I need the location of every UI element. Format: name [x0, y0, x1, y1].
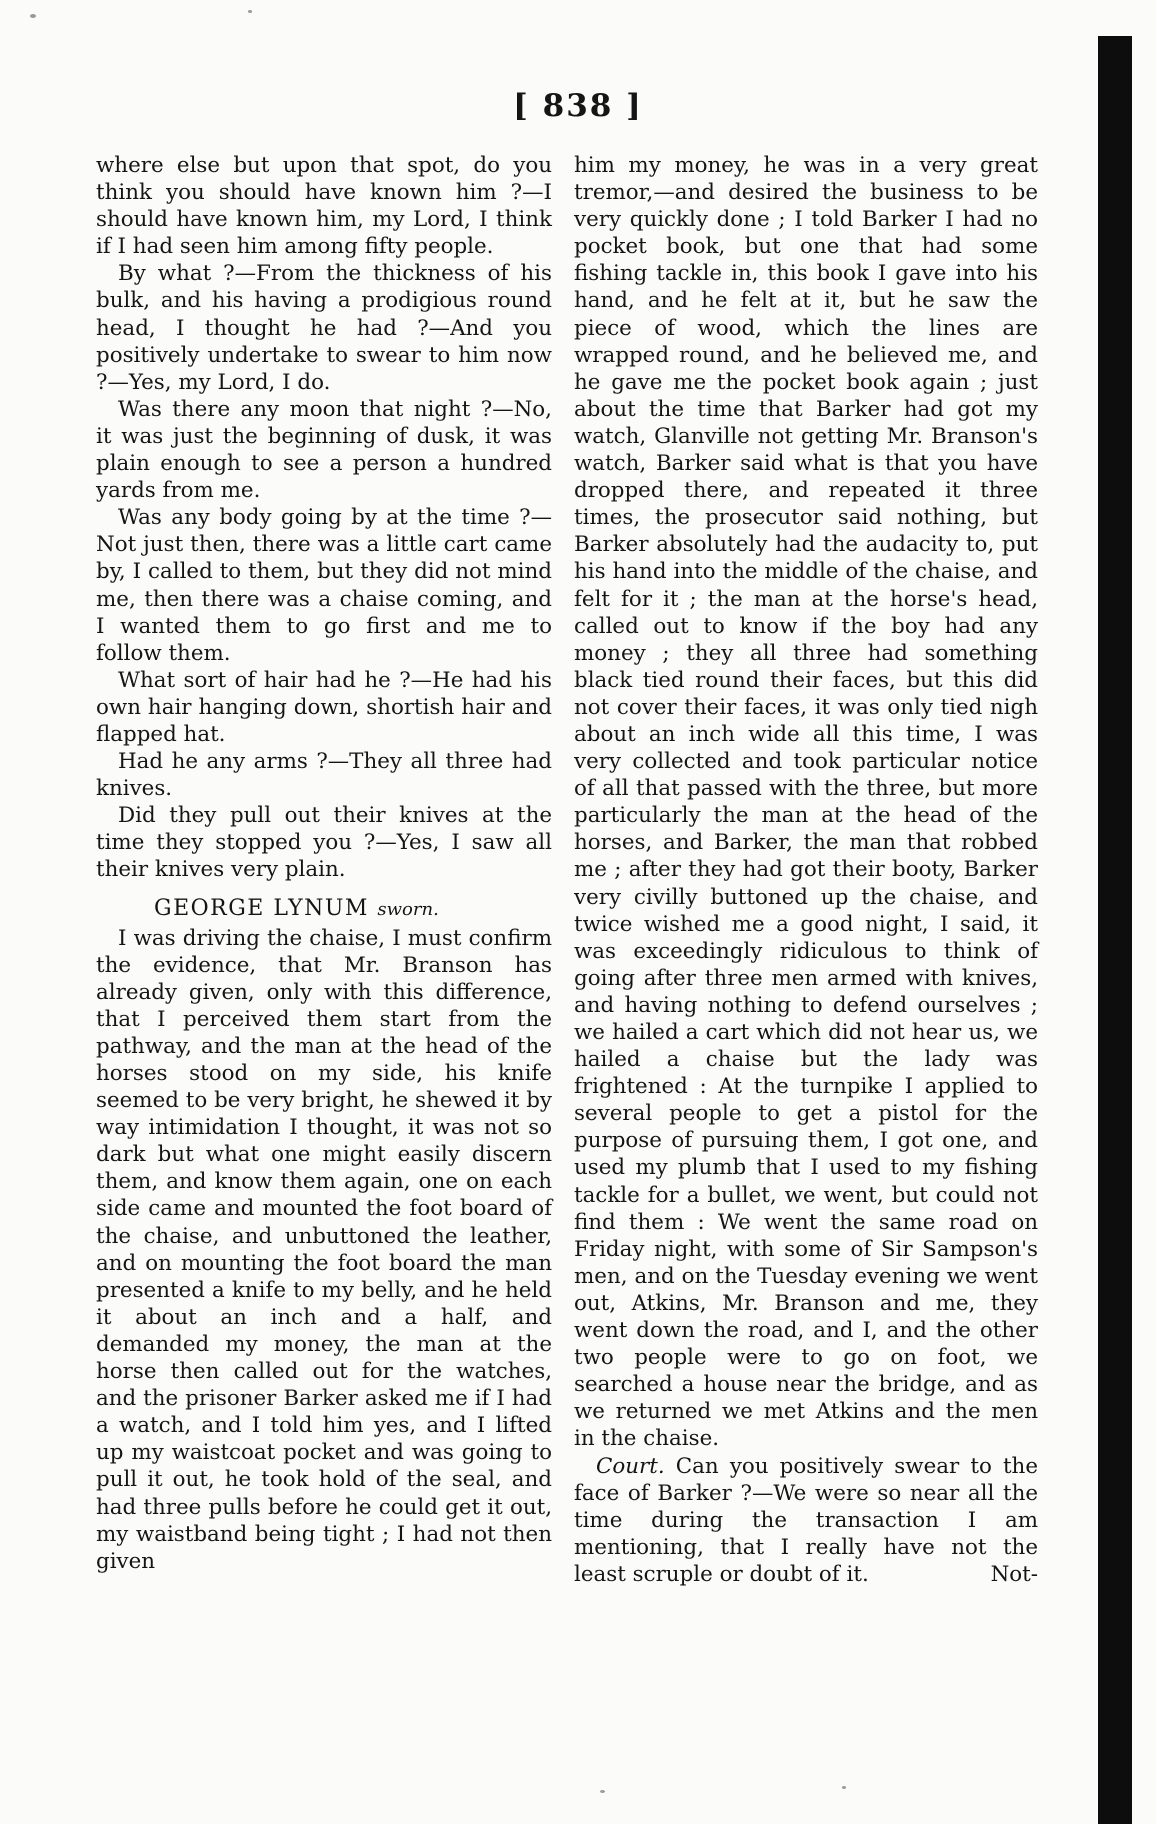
ink-speck — [842, 1786, 846, 1789]
ink-speck — [30, 14, 36, 18]
paragraph: Did they pull out their knives at the time they stopped you ?—Yes, I saw all their knives very plain. — [96, 803, 552, 883]
ink-speck — [600, 1790, 605, 1793]
court-question: Can you positively swear to the face of Barker ?—We were so near all the time during the transaction I am mentioning, that I really have not the least scruple or doubt of it. — [574, 1453, 1038, 1587]
binding-shadow — [1098, 36, 1132, 1824]
right-column — [574, 152, 1038, 1588]
paragraph: Was any body going by at the time ?—Not just then, there was a little cart came by, I called to them, but they did not mind me, then there was a chaise coming, and I wanted them to go first and me to follow them. — [96, 505, 552, 666]
paragraph: where else but upon that spot, do you think you should have known him ?—I should have known him, my Lord, I think if I had seen him among fifty people. — [96, 153, 552, 260]
witness-name: GEORGE LYNUM — [154, 895, 369, 921]
paragraph: Was there any moon that night ?—No, it was just the beginning of dusk, it was plain enough to see a person a hundred yards from me. — [96, 396, 552, 504]
court-label: Court. — [596, 1453, 665, 1479]
catchword: Not- — [990, 1561, 1038, 1587]
ink-speck — [248, 10, 252, 13]
paragraph: What sort of hair had he ?—He had his own hair hanging down, shortish hair and flapped hat. — [96, 667, 552, 747]
witness-heading — [96, 894, 552, 925]
sworn-label: sworn. — [377, 898, 439, 920]
paragraph: By what ?—From the thickness of his bulk, and his having a prodigious round head, I thought he had ?—And you positively undertake to swear to him now ?—Yes, my Lord, I do. — [96, 261, 552, 395]
paragraph: Had he any arms ?—They all three had knives. — [96, 749, 552, 802]
left-column — [96, 152, 552, 1575]
page-number: [ 838 ] — [513, 88, 643, 124]
witness-testimony: I was driving the chaise, I must confirm the evidence, that Mr. Branson has already given, only with this difference, that I perceived them start from the pathway, and the man at the head of the horses stood on my side, his knife seemed to be very bright, he shewed it by way intimidation I thought, it was not so dark but what one might easily discern them, and know them again, one on each side came and mounted the foot board of the chaise, and unbuttoned the leather, and on mounting the foot board the man presented a knife to my belly, and he held it about an inch and a half, and demanded my money, the man at the horse then called out for the watches, and the prisoner Barker asked me if I had a watch, and I told him yes, and I lifted up my waistcoat pocket and was going to pull it out, he took hold of the seal, and had three pulls before he could get it out, my waistband being tight ; I had not then given — [96, 925, 552, 1574]
paragraph: him my money, he was in a very great tremor,—and desired the business to be very quickly done ; I told Barker I had no pocket book, but one that had some fishing tackle in, this book I gave into his hand, and he felt at it, but he saw the piece of wood, which the lines are wrapped round, and he believed me, and he gave me the pocket book again ; just about the time that Barker had got my watch, Glanville not getting Mr. Branson's watch, Barker said what is that you have dropped there, and repeated it three times, the prosecutor said nothing, but Barker absolutely had the audacity to, put his hand into the middle of the chaise, and felt for it ; the man at the horse's head, called out to know if the boy had any money ; they all three had something black tied round their faces, but this did not cover their faces, it was only tied nigh about an inch wide all this time, I was very collected and took particular notice of all that passed with the three, but more particularly the man at the head of the horses, and Barker, the man that robbed me ; after they had got their booty, Barker very civilly buttoned up the chaise, and twice wished me a good night, I said, it was exceedingly ridiculous to think of going after three men armed with knives, and having nothing to defend ourselves ; we hailed a cart which did not hear us, we hailed a chaise but the lady was frightened : At the turnpike I applied to several people to get a pistol for the purpose of pursuing them, I got one, and used my plumb that I used to my fishing tackle for a bullet, we went, but could not find them : We went the same road on Friday night, with some of Sir Sampson's men, and on the Tuesday evening we went out, Atkins, Mr. Branson and me, they went down the road, and I, and the other two people were to go on foot, we searched a house near the bridge, and as we returned we met Atkins and the men in the chaise. — [574, 153, 1038, 1452]
